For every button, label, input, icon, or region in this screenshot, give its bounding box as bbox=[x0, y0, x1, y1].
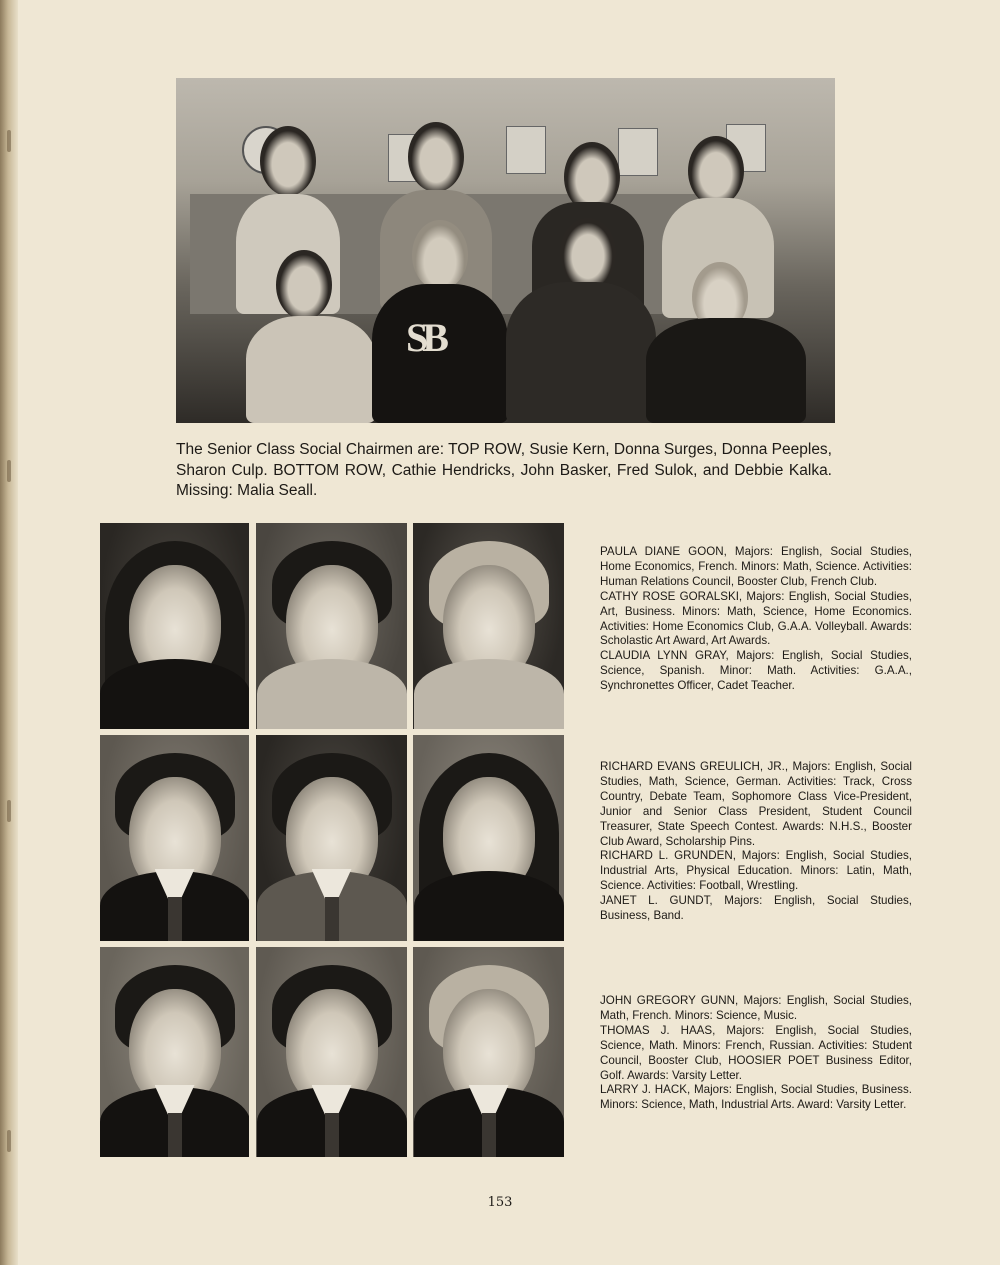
bio-entry: RICHARD L. GRUNDEN, Majors: English, Social Studies, Industrial Arts, Physical Education. Minors: Latin, Math, Science. Activities: Football, Wrestling. bbox=[600, 849, 912, 893]
student-figure bbox=[246, 316, 376, 423]
page-number: 153 bbox=[487, 1195, 513, 1210]
portrait-photo bbox=[413, 523, 564, 729]
student-head bbox=[688, 136, 744, 206]
wall-poster bbox=[618, 128, 658, 176]
portrait-photo bbox=[100, 947, 249, 1157]
student-figure bbox=[646, 318, 806, 423]
bio-entry: THOMAS J. HAAS, Majors: English, Social Studies, Science, Math. Minors: French, Russian. Activities: Student Council, Booster Club, HOOSIER POET Business Editor, Golf. Awards: Varsity Letter. bbox=[600, 1023, 912, 1082]
sweater-letters: SB bbox=[406, 315, 443, 360]
portrait-photo bbox=[100, 523, 249, 729]
bio-entry: CLAUDIA LYNN GRAY, Majors: English, Social Studies, Science, Spanish. Minor: Math. Activities: G.A.A., Synchronettes Officer, Cadet Teacher. bbox=[600, 649, 912, 693]
group-photo-caption: The Senior Class Social Chairmen are: TOP ROW, Susie Kern, Donna Surges, Donna Peeples, Sharon Culp. BOTTOM ROW, Cathie Hendricks, John Basker, Fred Sulok, and Debbie Kalka. Missing: Malia Seall. bbox=[176, 441, 832, 499]
student-head bbox=[276, 250, 332, 320]
group-photo bbox=[176, 78, 835, 423]
binding-stitch bbox=[7, 460, 11, 482]
portrait-photo bbox=[256, 523, 407, 729]
binding-edge bbox=[0, 0, 18, 1265]
bio-entry: LARRY J. HACK, Majors: English, Social Studies, Business. Minors: Science, Math, Industrial Arts. Award: Varsity Letter. bbox=[600, 1083, 912, 1112]
binding-stitch bbox=[7, 130, 11, 152]
portrait-photo bbox=[256, 735, 407, 941]
bio-entry: PAULA DIANE GOON, Majors: English, Social Studies, Home Economics, French. Minors: Math, Science. Activities: Human Relations Council, Booster Club, French Club. bbox=[600, 545, 912, 588]
bio-entry: CATHY ROSE GORALSKI, Majors: English, Social Studies, Art, Business. Minors: Math, Science, Home Economics. Activities: Home Economics Club, G.A.A. Volleyball. Awards: Scholastic Art Award, Art Awards. bbox=[600, 589, 912, 648]
bio-block-1 bbox=[600, 545, 912, 694]
portrait-photo bbox=[256, 947, 407, 1157]
portrait-photo bbox=[413, 735, 564, 941]
binding-stitch bbox=[7, 800, 11, 822]
student-head bbox=[412, 220, 468, 290]
student-figure bbox=[372, 284, 508, 423]
bio-entry: RICHARD EVANS GREULICH, JR., Majors: English, Social Studies, Math, Science, German. Activities: Track, Cross Country, Debate Team, Sophomore Class Vice-President, Junior and Senior Class President, Student Council Treasurer, State Speech Contest. Awards: N.H.S., Booster Club Award, Scholarship Pins. bbox=[600, 760, 912, 848]
bio-entry: JANET L. GUNDT, Majors: English, Social Studies, Business, Band. bbox=[600, 894, 912, 923]
portrait-photo bbox=[413, 947, 564, 1157]
portrait-photo bbox=[100, 735, 249, 941]
bio-block-2 bbox=[600, 760, 912, 924]
binding-stitch bbox=[7, 1130, 11, 1152]
student-head bbox=[560, 218, 616, 288]
student-figure bbox=[506, 282, 656, 423]
student-head bbox=[408, 122, 464, 192]
bio-block-3 bbox=[600, 994, 912, 1113]
bio-entry: JOHN GREGORY GUNN, Majors: English, Social Studies, Math, French. Minors: Science, Music. bbox=[600, 994, 912, 1022]
wall-poster bbox=[506, 126, 546, 174]
student-head bbox=[260, 126, 316, 196]
